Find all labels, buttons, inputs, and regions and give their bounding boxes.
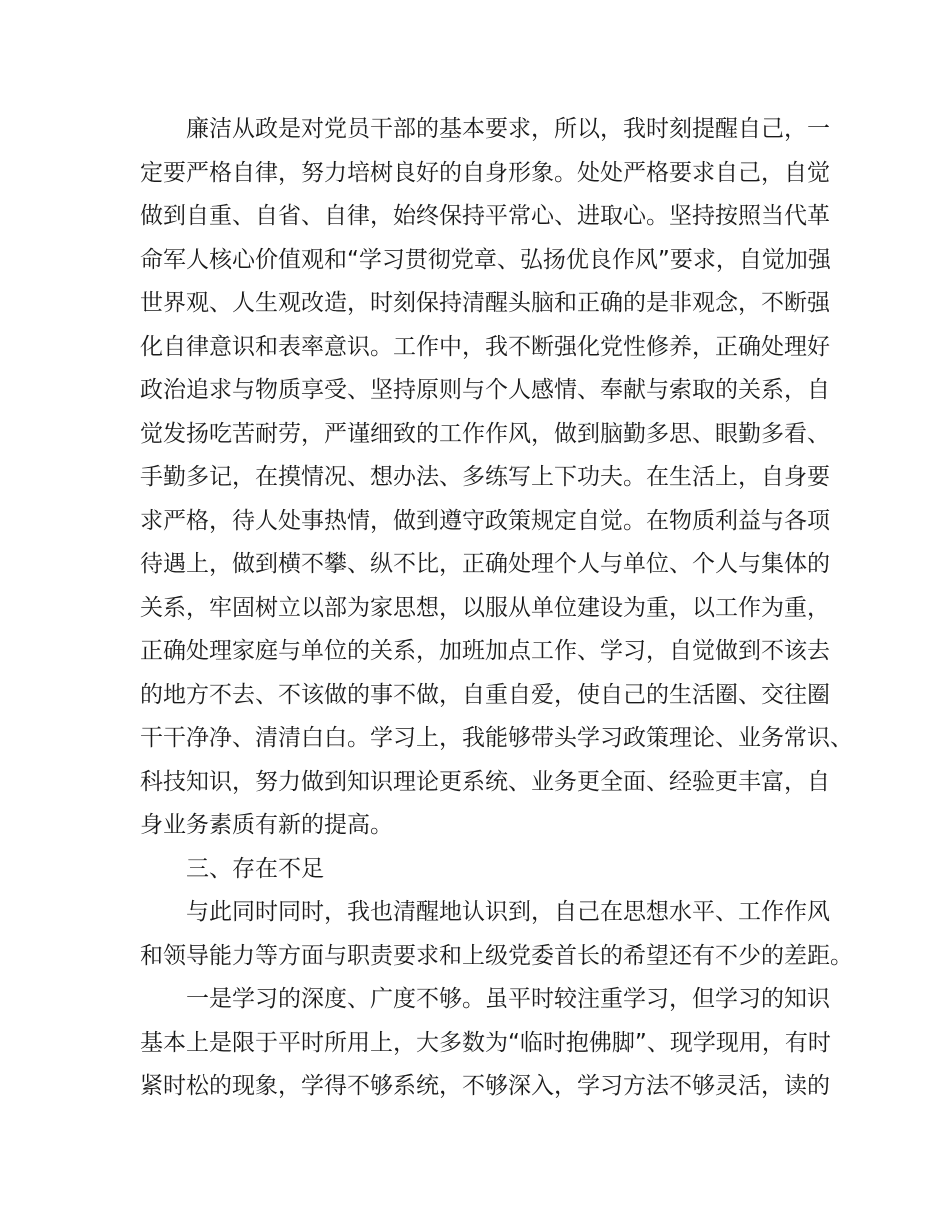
text-line: 定要严格自律，努力培树良好的自身形象。处处严格要求自己，自觉 [140, 159, 830, 186]
text-line: 三、存在不足 [186, 855, 324, 882]
text-line: 关系，牢固树立以部为家思想，以服从单位建设为重，以工作为重， [140, 594, 830, 621]
text-line: 廉洁从政是对党员干部的基本要求，所以，我时刻提醒自己，一 [186, 116, 830, 142]
text-line: 化自律意识和表率意识。工作中，我不断强化党性修养，正确处理好 [140, 333, 830, 360]
text-line: 命军人核心价值观和“学习贯彻党章、弘扬优良作风”要求，自觉加强 [140, 246, 831, 273]
text-line: 觉发扬吃苦耐劳，严谨细致的工作作风，做到脑勤多思、眼勤多看、 [140, 420, 830, 447]
text-line: 正确处理家庭与单位的关系，加班加点工作、学习，自觉做到不该去 [140, 638, 830, 664]
text-line: 身业务素质有新的提高。 [140, 812, 393, 838]
text-line: 政治追求与物质享受、坚持原则与个人感情、奉献与索取的关系，自 [140, 377, 830, 403]
text-line: 做到自重、自省、自律，始终保持平常心、进取心。坚持按照当代革 [140, 203, 830, 229]
text-line: 手勤多记，在摸情况、想办法、多练写上下功夫。在生活上，自身要 [140, 464, 830, 490]
text-line: 基本上是限于平时所用上，大多数为“临时抱佛脚”、现学现用，有时 [140, 1029, 831, 1056]
text-line: 科技知识，努力做到知识理论更系统、业务更全面、经验更丰富，自 [140, 768, 830, 795]
text-line: 与此同时同时，我也清醒地认识到，自己在思想水平、工作作风 [186, 899, 830, 925]
text-line: 世界观、人生观改造，时刻保持清醒头脑和正确的是非观念，不断强 [140, 290, 830, 316]
text-line: 紧时松的现象，学得不够系统，不够深入，学习方法不够灵活，读的 [140, 1073, 830, 1099]
text-line: 干干净净、清清白白。学习上，我能够带头学习政策理论、业务常识、 [140, 725, 853, 751]
text-line: 和领导能力等方面与职责要求和上级党委首长的希望还有不少的差距。 [140, 942, 853, 969]
text-line: 的地方不去、不该做的事不做，自重自爱，使自己的生活圈、交往圈 [140, 681, 830, 708]
text-line: 求严格，待人处事热情，做到遵守政策规定自觉。在物质利益与各项 [140, 507, 830, 534]
text-line: 待遇上，做到横不攀、纵不比，正确处理个人与单位、个人与集体的 [140, 551, 830, 577]
text-line: 一是学习的深度、广度不够。虽平时较注重学习，但学习的知识 [186, 986, 830, 1012]
document-body [140, 108, 853, 1109]
